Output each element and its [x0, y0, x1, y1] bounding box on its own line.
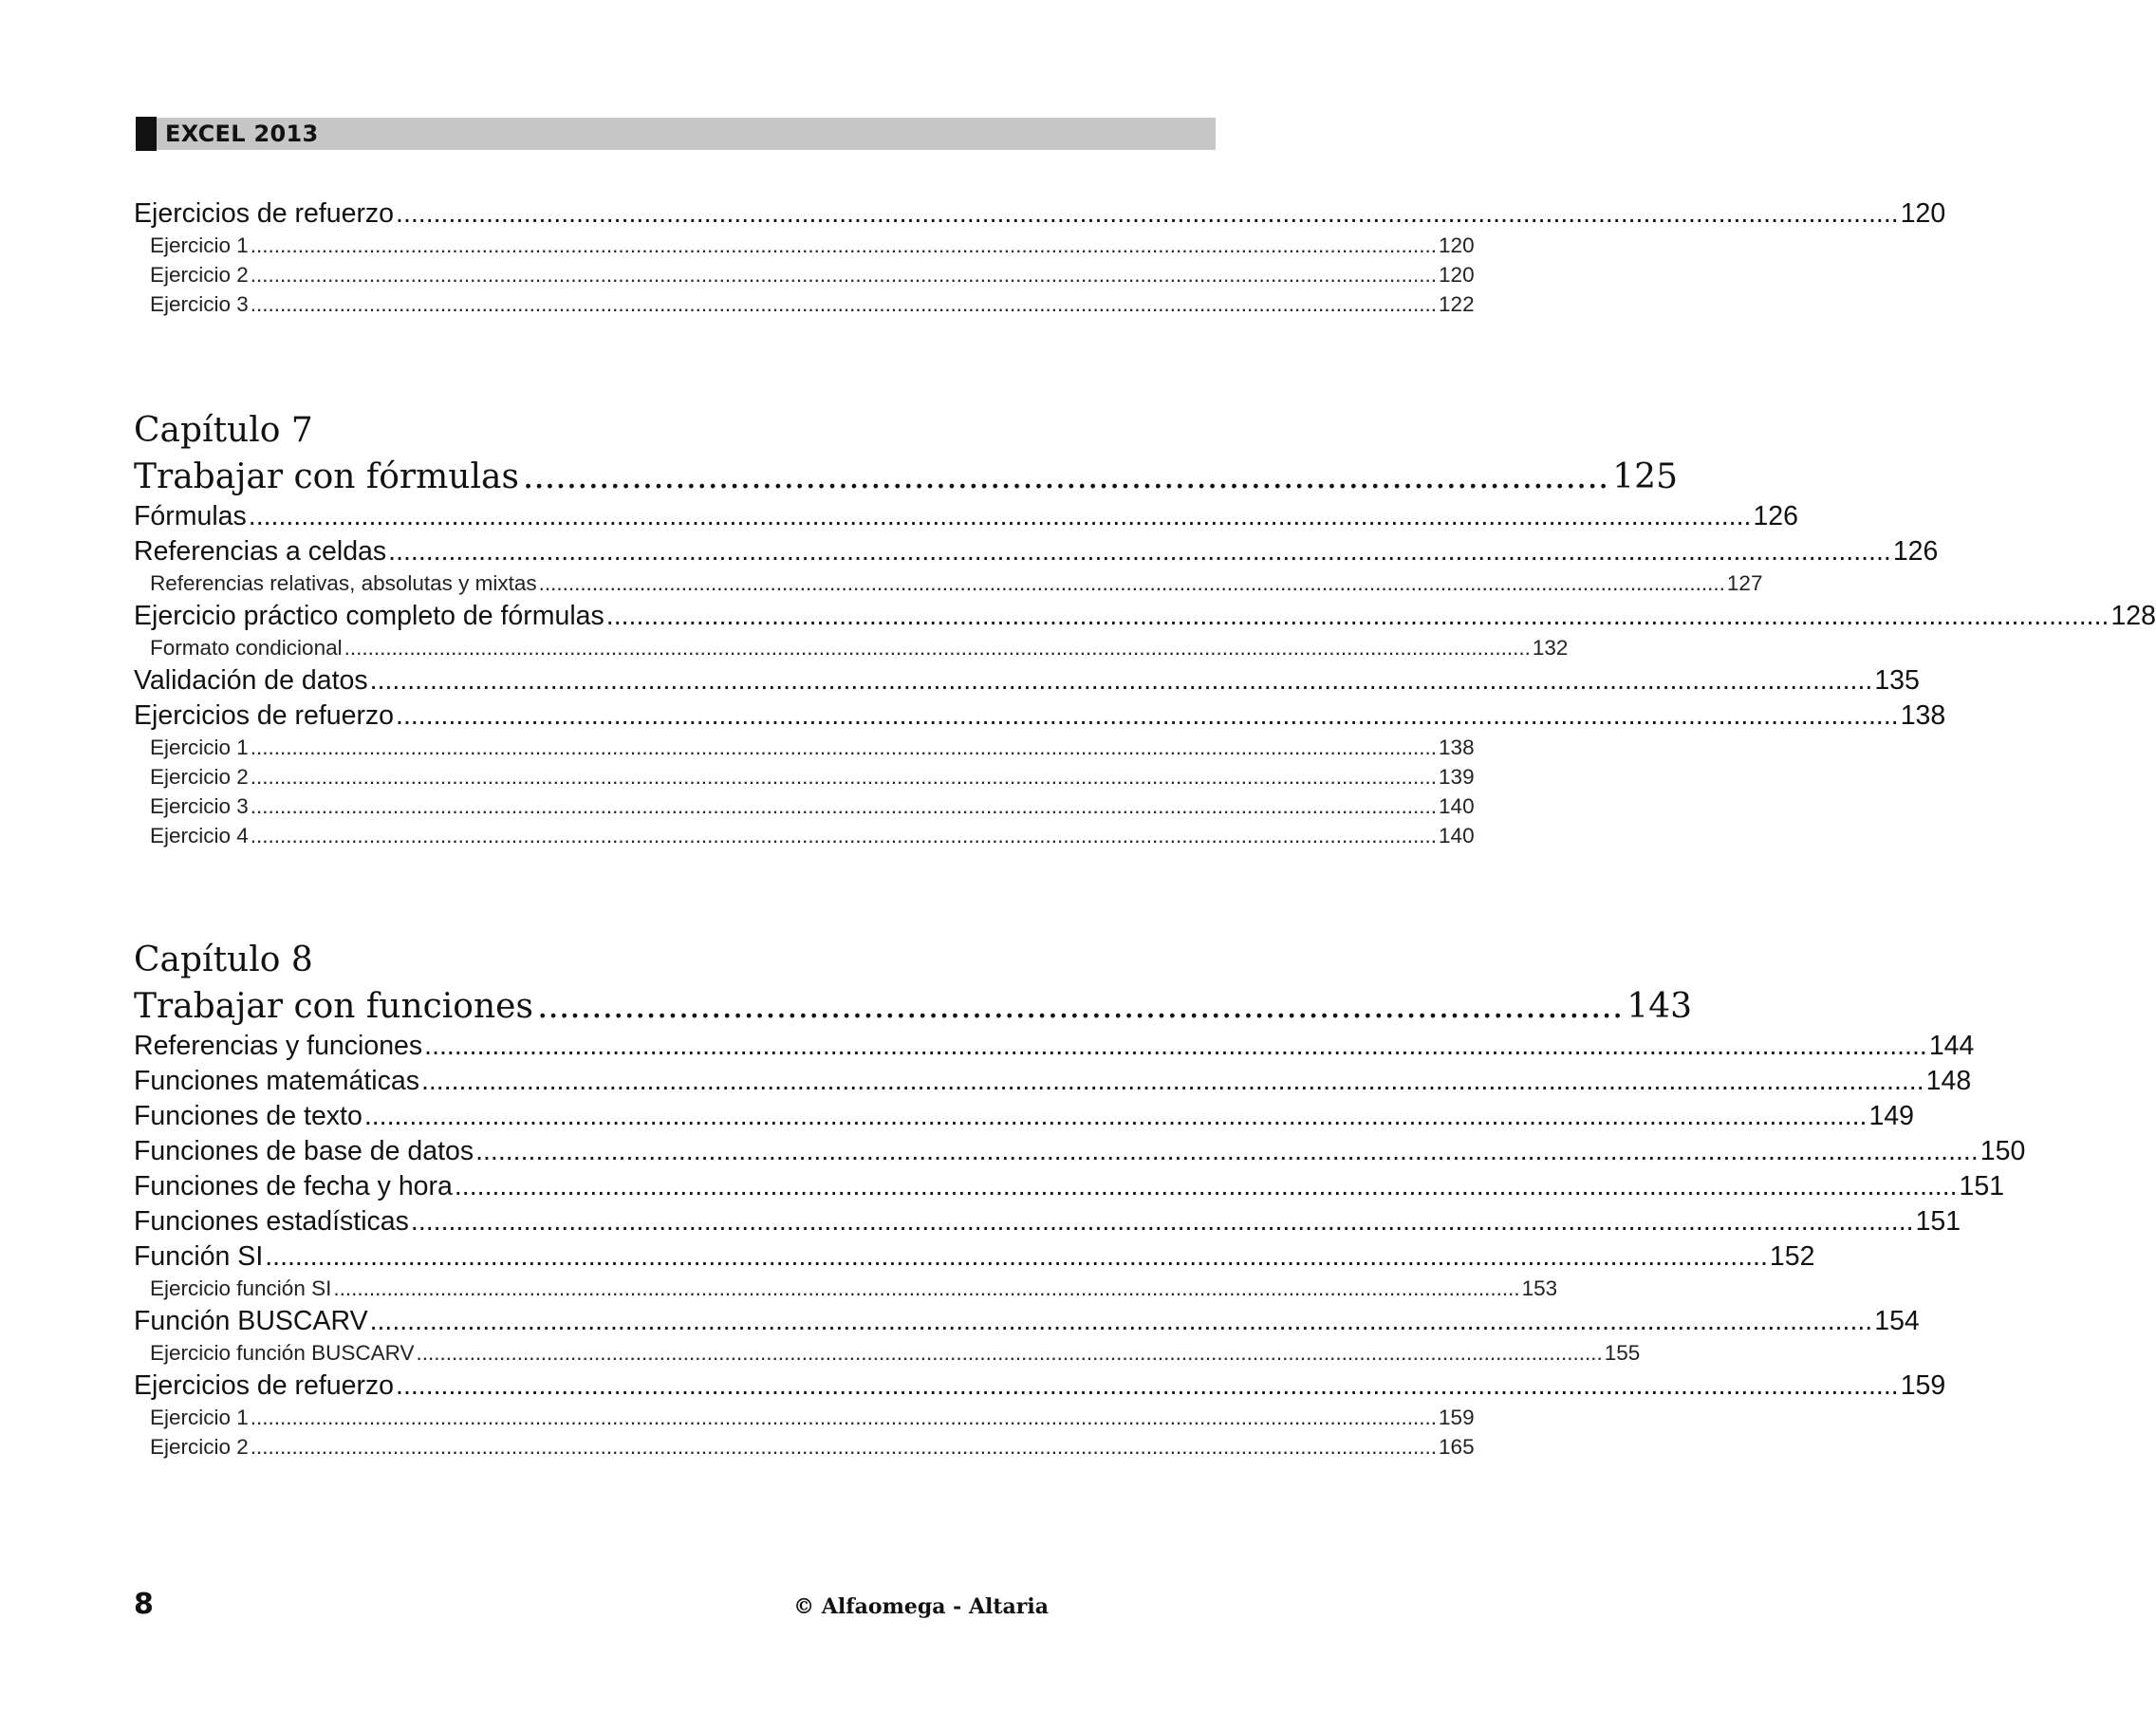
- leader-dots: ........................................................................................................................................................................................................: [369, 665, 1873, 696]
- toc-entry: [134, 735, 1475, 761]
- toc-entry-page: 138: [1439, 736, 1475, 759]
- toc-entry-page: 153: [1521, 1276, 1558, 1300]
- leader-dots: ........................................................................................................................................................................................................: [538, 571, 1725, 595]
- leader-dots: ........................................................................................................................................................................................................: [250, 233, 1438, 257]
- toc-entry-label: Ejercicio 3: [150, 292, 249, 316]
- toc-entry-label: Formato condicional: [150, 636, 343, 660]
- toc-entry-page: 128: [2110, 601, 2156, 631]
- toc-entry: [134, 500, 1798, 532]
- toc-entry: [134, 1305, 1920, 1337]
- page-number: 8: [134, 1588, 154, 1621]
- toc-entry: [134, 570, 1763, 597]
- toc-entry-page: 159: [1900, 1370, 1946, 1401]
- toc-entry-label: Ejercicio 2: [150, 1435, 249, 1459]
- leader-dots: ........................................................................................................................................................................................................: [344, 636, 1531, 660]
- toc-entry-page: 151: [1915, 1206, 1961, 1237]
- toc-entry-page: 139: [1439, 765, 1475, 789]
- toc-entry-page: 126: [1753, 501, 1798, 531]
- leader-dots: ........................................................................................................................................................................................................: [369, 1306, 1873, 1336]
- toc-entry: [134, 1340, 1641, 1367]
- toc-entry-label: Ejercicio 2: [150, 263, 249, 287]
- leader-dots: ........................................................................................................................................................................................................: [454, 1171, 1958, 1201]
- chapter-7-heading: Capítulo 7: [134, 411, 313, 450]
- toc-entry-label: Ejercicio 2: [150, 765, 249, 789]
- leader-dots: ........................................................................................................................................................................................................: [410, 1206, 1914, 1237]
- leader-dots: ........................................................................................................................................................................................................: [250, 263, 1438, 287]
- toc-entry: [134, 664, 1920, 697]
- toc-entry-page: 132: [1532, 636, 1569, 660]
- toc-entry: [134, 262, 1475, 289]
- chapter-7-page: 125: [1612, 457, 1678, 496]
- toc-entry-page: 126: [1892, 536, 1939, 567]
- toc-entry: [134, 535, 1939, 568]
- toc-entry: [134, 1030, 1975, 1062]
- running-header-title: EXCEL 2013: [165, 121, 319, 147]
- toc-entry: [134, 793, 1475, 820]
- leader-dots: ........................................................................................................................................................................................................: [250, 736, 1438, 759]
- toc-entry-page: 151: [1959, 1171, 2005, 1201]
- leader-dots: ....................................................................................................: [522, 457, 1609, 496]
- leader-dots: ........................................................................................................................................................................................................: [250, 824, 1438, 847]
- toc-entry-page: 140: [1439, 824, 1475, 847]
- toc-entry-label: Ejercicios de refuerzo: [134, 198, 395, 229]
- toc-entry-label: Función SI: [134, 1241, 264, 1272]
- leader-dots: ........................................................................................................................................................................................................: [250, 1406, 1438, 1429]
- publisher-copyright: © Alfaomega - Altaria: [793, 1594, 1049, 1619]
- toc-entry-page: 149: [1868, 1101, 1915, 1131]
- leader-dots: ....................................................................................................: [536, 987, 1624, 1026]
- toc-entry-page: 152: [1769, 1241, 1815, 1272]
- leader-dots: ........................................................................................................................................................................................................: [396, 1370, 1899, 1401]
- toc-entry-label: Referencias y funciones: [134, 1031, 423, 1061]
- toc-entry-page: 144: [1928, 1031, 1975, 1061]
- toc-entry-page: 140: [1439, 794, 1475, 818]
- leader-dots: ........................................................................................................................................................................................................: [250, 794, 1438, 818]
- toc-entry: [134, 1065, 1972, 1097]
- toc-entry-label: Funciones de texto: [134, 1101, 362, 1131]
- leader-dots: ........................................................................................................................................................................................................: [396, 700, 1899, 731]
- toc-entry: [134, 1276, 1558, 1302]
- header-marker: [136, 117, 157, 151]
- chapter-7-title-line: [134, 456, 1678, 499]
- toc-entry-page: 120: [1900, 198, 1946, 229]
- toc-entry: [134, 600, 2156, 632]
- toc-entry-page: 138: [1900, 700, 1946, 731]
- toc-entry-page: 122: [1439, 292, 1475, 316]
- leader-dots: ........................................................................................................................................................................................................: [248, 501, 1752, 531]
- toc-entry: [134, 1205, 1961, 1238]
- toc-entry-page: 135: [1874, 665, 1920, 696]
- toc-entry-label: Ejercicio función BUSCARV: [150, 1341, 415, 1365]
- leader-dots: ........................................................................................................................................................................................................: [424, 1031, 1927, 1061]
- toc-entry: [134, 233, 1475, 259]
- chapter-8-title-line: [134, 985, 1693, 1029]
- toc-entry: [134, 1369, 1946, 1402]
- toc-entry: [134, 1100, 1915, 1132]
- toc-entry-label: Referencias relativas, absolutas y mixtas: [150, 571, 537, 595]
- toc-entry-page: 150: [1979, 1136, 2026, 1166]
- toc-entry: [134, 699, 1946, 732]
- chapter-8-page: 143: [1626, 987, 1693, 1026]
- toc-entry-label: Ejercicio 4: [150, 824, 249, 847]
- toc-entry-page: 120: [1439, 263, 1475, 287]
- toc-entry: [134, 1170, 2005, 1202]
- toc-entry: [134, 1434, 1475, 1461]
- leader-dots: ........................................................................................................................................................................................................: [250, 765, 1438, 789]
- toc-entry-label: Referencias a celdas: [134, 536, 387, 567]
- toc-entry: [134, 635, 1569, 661]
- leader-dots: ........................................................................................................................................................................................................: [416, 1341, 1603, 1365]
- chapter-7-title: Trabajar con fórmulas: [134, 457, 519, 496]
- chapter-8-heading: Capítulo 8: [134, 940, 313, 979]
- toc-entry-page: 148: [1925, 1066, 1972, 1096]
- toc-entry: [134, 1135, 2026, 1167]
- toc-entry-label: Funciones estadísticas: [134, 1206, 409, 1237]
- toc-entry: [134, 197, 1946, 230]
- toc-entry-label: Ejercicios de refuerzo: [134, 1370, 395, 1401]
- toc-entry-page: 155: [1604, 1341, 1641, 1365]
- toc-entry-label: Fórmulas: [134, 501, 247, 531]
- leader-dots: ........................................................................................................................................................................................................: [363, 1101, 1868, 1131]
- toc-entry-label: Ejercicios de refuerzo: [134, 700, 395, 731]
- toc-entry-page: 120: [1439, 233, 1475, 257]
- toc-entry-label: Funciones de base de datos: [134, 1136, 474, 1166]
- toc-entry-label: Ejercicio 1: [150, 736, 249, 759]
- toc-entry: [134, 823, 1475, 849]
- leader-dots: ........................................................................................................................................................................................................: [420, 1066, 1924, 1096]
- toc-entry-page: 165: [1439, 1435, 1475, 1459]
- leader-dots: ........................................................................................................................................................................................................: [605, 601, 2110, 631]
- toc-entry-label: Ejercicio práctico completo de fórmulas: [134, 601, 604, 631]
- toc-entry-label: Ejercicio 3: [150, 794, 249, 818]
- toc-entry: [134, 764, 1475, 791]
- leader-dots: ........................................................................................................................................................................................................: [388, 536, 1891, 567]
- leader-dots: ........................................................................................................................................................................................................: [333, 1276, 1520, 1300]
- toc-entry: [134, 1240, 1815, 1273]
- leader-dots: ........................................................................................................................................................................................................: [475, 1136, 1979, 1166]
- leader-dots: ........................................................................................................................................................................................................: [250, 1435, 1438, 1459]
- chapter-8-title: Trabajar con funciones: [134, 987, 533, 1026]
- leader-dots: ........................................................................................................................................................................................................: [250, 292, 1438, 316]
- toc-entry-label: Función BUSCARV: [134, 1306, 368, 1336]
- toc-entry-page: 154: [1874, 1306, 1920, 1336]
- toc-entry-label: Ejercicio función SI: [150, 1276, 332, 1300]
- toc-entry-label: Ejercicio 1: [150, 1406, 249, 1429]
- toc-entry-page: 127: [1726, 571, 1763, 595]
- leader-dots: ........................................................................................................................................................................................................: [265, 1241, 1768, 1272]
- toc-entry: [134, 1405, 1475, 1431]
- toc-entry-label: Ejercicio 1: [150, 233, 249, 257]
- toc-entry-label: Funciones de fecha y hora: [134, 1171, 453, 1201]
- toc-entry-label: Validación de datos: [134, 665, 368, 696]
- toc-entry-page: 159: [1439, 1406, 1475, 1429]
- toc-entry-label: Funciones matemáticas: [134, 1066, 419, 1096]
- toc-entry: [134, 291, 1475, 318]
- leader-dots: ........................................................................................................................................................................................................: [396, 198, 1899, 229]
